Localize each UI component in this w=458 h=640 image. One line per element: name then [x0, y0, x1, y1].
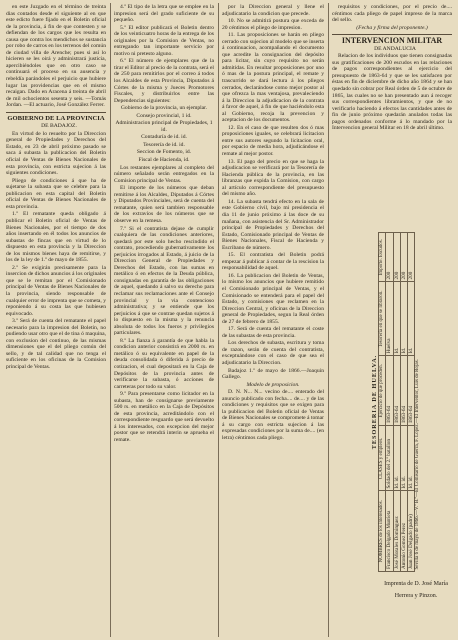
table-header: NOMBRES de los interesados.: [379, 491, 386, 572]
divider: [332, 34, 452, 35]
paragraph: Pliego de condiciones á que ha de sujetarse la subasta que se celebre para la publicacion en esta capital del Boletin oficial de Ventas de Bienes Nacionales de esta provincia.: [6, 177, 106, 210]
paragraph: 17. Será de cuenta del rematante el coste de las subastas de esta provincia.: [222, 326, 324, 339]
table-cell: 1863-64: [386, 356, 393, 426]
table-cell: 1863-64: [408, 356, 415, 426]
edict-text: en este Juzgado en el término de treinta dias contados desde el siguiente al en que este edicto fuere fijado en el Boletin oficial de la provincia, á fin de que contesten y se defiendan de los cargos que les resulta en causa que contra los mendichos se sustancia por robo de carros en los terrenos del común de ciudad villa de Arenche; pues si así lo hicieren se les oirá y administrará justicia, apercibiéndoles que en otro caso se continuará el proceso en su ausencia y rebeldía parándoles el perjuicio que hubiere lugar las providencias que en el mismo recaigan. Dado en Aracena á treinta de abril de mil ochocientos sesenta y seis. —Tomás Jordan. —El actuario, José González Ferrer.: [6, 4, 106, 109]
paragraph: 12. En el caso de que resulten dos ó mas proposiciones iguales, se celebrará licitacion entre sus autores segundo la licitacion oral, por espacio de media hora, adjudicándose el remate al mejor postor.: [222, 124, 324, 158]
table-cell: 200: [393, 233, 400, 282]
table-cell: Francisco Delgado Murrieta: [386, 491, 393, 572]
table-header: Importe. Escudos.: [379, 233, 386, 282]
paragraph: 14. La subasta tendrá efecto en la sala de este Gobierno civil, bajo mi presidencia el dia 11 de junio próximo á las doce de su mañana, con asistencia del Sr. Administrador principal de Propiedades y Derechos del Estado, Comisionado principal de Ventas de Bienes Nacionales, Fiscal de Hacienda y Escribano de número.: [222, 198, 324, 251]
list-item: Seccion de Fomento, id.: [136, 149, 192, 156]
signature: (Fecha y firma del proponente.): [356, 24, 428, 31]
column-1: [6, 4, 106, 636]
signature: Badajoz 1.º de mayo de 1866.—Joaquin Gallego.: [222, 367, 324, 381]
table-cell: Id. id.: [400, 426, 407, 491]
paragraph: En virtud de lo resuelto por la Direccion general de Propiedades y Derechos del Estado, en 23 de abril próximo pasado se saca á subasta la publicacion del Boletin oficial de Ventas de Bienes Nacionales de esta provincia, con estricta sujecion á las siguientes condiciones.: [6, 130, 106, 177]
column-3: [222, 4, 324, 636]
table-cell: Huelva: [386, 282, 393, 356]
paragraph: 4.º El tipo de la letra que se emplee en la impresion será del grado suficiente de su pequeño.: [114, 4, 214, 24]
list-item: Contaduría de id. id.: [141, 134, 187, 141]
column-rule: [110, 3, 111, 637]
imprint-line: Imprenta de D. José María: [384, 581, 448, 587]
table-cell: 200: [400, 233, 407, 282]
table-cell: 1863-64: [400, 356, 407, 426]
divider: [6, 112, 106, 113]
section-subheading: DE ANDALUCIA: [374, 45, 416, 52]
paragraph: Los restantes ejemplares al completo del número señalado serán entregados en la Comision principal de Ventas.: [114, 164, 214, 184]
imprint: [376, 578, 456, 602]
table-cell: Id.: [400, 282, 407, 356]
paragraph: 16. La publicacion del Boletin de Ventas, lo mismo los anuncios que hubiere remitido el Comisionado principal de Ventas, y el Comisionado se entenderá para el papel del Estado, y comisiones que reclamen en la Direccion Central, y oficinas de la Direccion general de Propiedades, segun la Real órden de 27 de febrero de 1855.: [222, 272, 324, 325]
paragraph: D. N. N... N... vecino de.... enterado del anuncio publicado con fecha.... de.... y de las condiciones y requisitos que se exigen para la publicacion del Boletin oficial de Ventas de Bienes Nacionales se compromete á tomar á su cargo con estricta sujecion á las expresadas condiciones por la suma de.... (en letra) céntimos cada pliego.: [222, 389, 324, 441]
column-2: [114, 4, 214, 636]
list-item: Gobierno de la provincia, un ejemplar.: [120, 105, 208, 112]
list-item: Fiscal de Hacienda, id.: [138, 157, 190, 164]
table-cell: Id.: [393, 282, 400, 356]
table-header: Ejercicio de que proceden.: [379, 356, 386, 426]
table-header: CLASES y empleos.: [379, 426, 386, 491]
imprint-line: Herrera y Pinzon.: [394, 593, 438, 599]
list-item: Consejo provincial, 1 id.: [136, 112, 192, 119]
paragraph: 13. El pago del precio en que se haga la adjudicacion se verificará por la Tesorería de Hacienda pública de la provincia, en las libranzas que expida la Comision, con cargo al artículo correspondiente del presupuesto del mismo año.: [222, 158, 324, 198]
column-rule: [218, 3, 219, 637]
paragraph: 10. No se admitirá postura que exceda de 20 céntimos el pliego de impresion.: [222, 18, 324, 31]
paragraph: 1.º El rematante queda obligado á publicar el Boletin oficial de Ventas de Bienes Nacionales, por el tiempo de dos años insertando en él todos los anuncios de subastas de fincas que en virtud de lo dispuesto en esta provincia y la Direccion de los mismos bienes haya de remitirse, y los de la ley de 1.º de mayo de 1855.: [6, 211, 106, 264]
paragraph: por la Direccion general y llene el adjudicatario la condicion que precede.: [222, 4, 324, 17]
table-cell: Id. id.: [408, 426, 415, 491]
table-header: Tesorería en que se libraron.: [379, 282, 386, 356]
list-item: Administracion principal de Propiedades, 1 id.: [115, 120, 213, 133]
paragraph: El importe de los números que deban remitirse á los Alcaldes, Diputados á Córtes y Diputados Provinciales, será de cuenta del rematante, quien será tambien responsable de los extravíos de los números que se observe en la remesa.: [114, 185, 214, 224]
section-subheading: DE BADAJOZ.: [41, 123, 77, 130]
table-cell: Id.: [408, 282, 415, 356]
paragraph: 15. El contratista del Boletin podrá empezar á publicar á contar de la rescision la responsabilidad de aquel.: [222, 252, 324, 272]
column-rule: [328, 3, 329, 637]
table-cell: Juan José Delgado (padre): [408, 491, 415, 572]
table-row: [386, 233, 393, 572]
table-cell: José Morales Dominguez: [393, 491, 400, 572]
table-note: Sevilla 6 de mayo de 1866.—V.º B.º—El Comisario de Guerra, F. Lopez.—El Interventor, Luis de Rojas.: [415, 359, 421, 570]
table-cell: Antonio Gomez Perez: [400, 491, 407, 572]
list-item: Tesorería de id. id.: [143, 141, 185, 148]
table-cell: Id. id.: [393, 426, 400, 491]
paragraph: 6.º El número de ejemplares que de la tirar el Editor al precio de la contrata, será el de 250 para remitirlos por el correo á todos los Alcaldes de esta Provincia, Diputados á Córtes de la misma y Jueces Promotores Fiscales, y distribuirlos entre las Dependencias siguientes:: [114, 58, 214, 104]
table-cell: 200: [386, 233, 393, 282]
table-cell: Soldado del 2.º batallon: [386, 426, 393, 491]
table-row: [400, 233, 407, 572]
table-row: [393, 233, 400, 572]
paragraph: 3.º Será de cuenta del rematante el papel necesario para la impresion del Boletin, no pudiendo usar otro que el de tina ó maquina, con exclusion del continuo, de las mismas dimensiones que el del pliego común del sello, y de tal calidad que no tenga el suficiente en los oficinas de la Comision principal de Ventas.: [6, 318, 106, 370]
model-heading: Modelo de proposicion.: [246, 381, 300, 388]
column-4: [332, 4, 452, 226]
paragraph: 8.º La fianza á garantía de que habla la condicion anterior consistirá en 2000 rs. en metálico ó su equivalente en papel de la deuda consolidada ó diferida á precio de cotizacion, el cual depositará en la Caja de Depósitos de la provincia antes de verificarse la subasta, ó acciones de carreteras por todo su valor.: [114, 337, 214, 390]
paragraph: Relacion de los individuos que tienen consignadas sus gratificaciones de 200 escudos en las relaciones de pagos correspondientes al ejercicio del presupuesto de 1863-64 y que se les satisfacen por éstas en fin de diciembre de dicho año 1864 y se han quedado sin cobrar por Real órden de 5 de octubre de 1865, las cuales no se han presentado aun á recoger sus correspondientes libramientos, y que de no verificarlo haciendo á efectos las cantidades antes de fin de junio próximo quedarán anulados todas las pagos ordenados conforme á lo mandado por la Intervencion general Militar en 18 de abril último.: [332, 53, 452, 132]
paragraph: 9.º Para presentarse como licitador en la subasta, han de consignarse previamente 500 rs. en metálico en la Caja de Depósitos de esta provincia, acreditándolo con el correspondiente resguardo que será devuelto á los interesados, con excepcion del mejor postor que se retendrá interin se aprueba el remate.: [114, 391, 214, 443]
paragraph: requisitos y condiciones, por el precio de.... céntimos cada pliego de papel impreso de la marca del sello.: [332, 4, 452, 24]
paragraph: 2.º Se exigirán precisamente para la insercion de dichos anuncios á los originales que se le remitan por el Comisionado principal de Ventas de Bienes Nacionales de la provincia, siendo responsable de cualquier error de imprenta que se cometa, y reponiendo á su costa las que hubiesen equivocado.: [6, 264, 106, 317]
rotated-table-area: [372, 232, 458, 572]
paragraph: 5.º El editor publicará el Boletin dentro de los veinticuatro horas de la entrega de los originales por la Comision de Ventas, no entregando tan importante servicio por motivo ni pretesto alguno.: [114, 24, 214, 57]
rotated-table: [372, 232, 458, 572]
table-cell: 1863-64: [393, 356, 400, 426]
paragraph: Los derechos de subasta, escritura y toma de razon, serán de cuenta del contratista, exceptuándose con el caso de que sea el adjudicatario la Direccion.: [222, 340, 324, 366]
paragraph: 11. Las proposiciones se harán en pliego cerrado con sujecion al modelo que se inserta á continuacion, acompañando el documento que acredite la consignacion del depósito para licitar, sin cuyo requisito no serán admitidas. En resultar proposiciones por uno ó mas de la postura principal, el remate y trascurrido se dará lectura á los pliegos cerrados, declarándose como mejor postor al que ofrezca la mas ventajosa, prevaleciendo á la Direccion la adjudicacion de la contrata á favor de aquel, á fin de que haciéndolo esta al Gobierno, recoja la prevencion y aceptacion de los documentos.: [222, 32, 324, 124]
section-heading: INTERVENCION MILITAR: [341, 36, 443, 46]
table-row: [408, 233, 415, 572]
table-cell: 200: [408, 233, 415, 282]
section-heading: GOBIERNO DE LA PROVINCIA: [7, 114, 105, 122]
table-title: TESORERIA DE HUELVA.: [371, 354, 378, 450]
paragraph: 7.º Si el contratista dejase de cumplir cualquiera de las condiciones anteriores, quedará por este solo hecho rescindido el contrato, procediendo gubernativamente los perjuicios irrogados al Estado, á juicio de la Direccion General de Propiedades y Derechos del Estado, con las sumas en metálico ó en efectos de la Deuda pública, consignadas en garantía de las obligaciones de aquel, quedando á salvo su derecho para reclamar sus reclamaciones ante el Consejo provincial y la via contencioso administrativa; y se entiende que los perjuicios á que se contrae quedan sujetos á lo dispuesto en la misma y la renuncia absoluta de todos los fueros y privilegios particulares.: [114, 225, 214, 337]
